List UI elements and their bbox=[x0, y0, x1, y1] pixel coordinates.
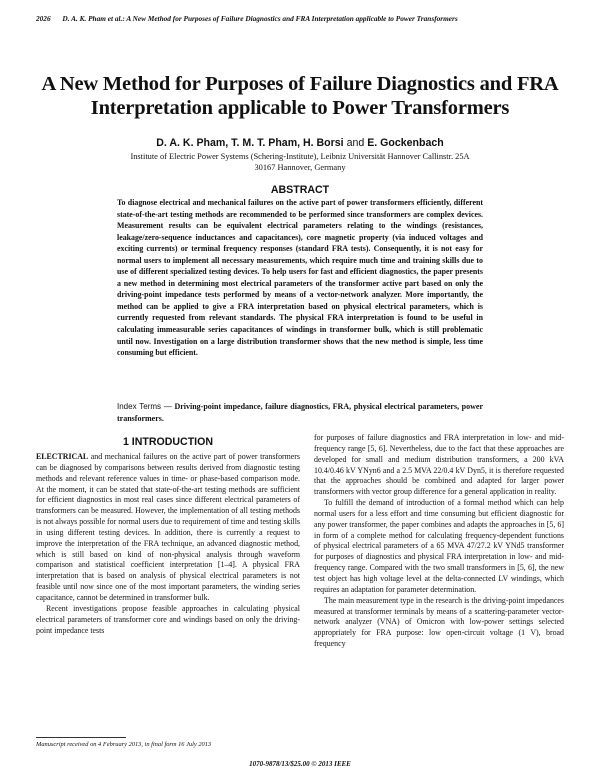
page-number: 2026 bbox=[36, 14, 51, 23]
authors-last: E. Gockenbach bbox=[367, 137, 444, 149]
paragraph-text: and mechanical failures on the active part of power transformers can be diagnosed by comparisons between results derived from diagnostic testing methods and relevant reference values in time- or phase-based comparison mode. At the moment, it can be stated that state-of-the-art testing methods are sufficient for efficient diagnostics in most real cases since different electrical parameters of transformers can be measured. However, the implementation of all testing methods is not always possible for normal users due to requirement of time and testing skills in using different testing devices. In addition, there is currently a request to improve the interpretation of the FRA technique, an advanced diagnostic method, which is still based on kind of non-physical analysis through waveform comparison and statistical coefficient interpretation [1–4]. A physical FRA interpretation that is based on analysis of physical electrical parameters is not feasible until now since one of the most important parameters, the winding series capacitance, cannot be determined in transformer bulk. bbox=[36, 452, 300, 602]
authors bbox=[20, 137, 580, 149]
footnote: Manuscript received on 4 February 2013, in final form 16 July 2013 bbox=[36, 741, 212, 748]
paragraph: Recent investigations propose feasible approaches in calculating physical electrical parameters of transformer core and windings based on only the driving-point impedance tests bbox=[36, 603, 300, 635]
running-title: D. A. K. Pham et al.: A New Method for Purposes of Failure Diagnostics and FRA Interpretation applicable to Power Transformers bbox=[62, 14, 458, 23]
abstract-text: To diagnose electrical and mechanical failures on the active part of power transformers efficiently, different state-of-the-art testing methods are recommended to be performed since transformers are complex devices. Measurement results can be equivalent electrical parameters relating to the windings (resistances, leakage/zero-sequence inductances and capacitances), core magnetic property (via induced voltages and exciting currents) or terminal frequency responses (standard FRA tests). Consequently, it is not easy for normal users to implement all necessary measurements, which require much time and training skills due to use of different specialized testing devices. To help users for fast and efficient diagnostics, the paper presents a new method in determining most electrical parameters of the transformer active part based on only the driving-point impedance tests performed by means of a vector-network analyzer. More importantly, the method can be applied to give a FRA interpretation based on physical electrical parameters, which is currently requested from relevant standards. The physical FRA interpretation is found to be useful in calculating immeasurable series capacitances of windings in transformer bulk, which is still problematic until now. Investigation on a large distribution transformer shows that the new method is simple, less time consuming but efficient. bbox=[117, 198, 483, 358]
right-column bbox=[314, 433, 564, 650]
authors-first: D. A. K. Pham, T. M. T. Pham, H. Borsi bbox=[156, 137, 344, 149]
index-terms-text: Driving-point impedance, failure diagnostics, FRA, physical electrical parameters, power transformers. bbox=[117, 402, 483, 423]
authors-conjunction: and bbox=[346, 137, 365, 149]
section-heading-introduction: 1 INTRODUCTION bbox=[122, 436, 214, 448]
affiliation-line-1: Institute of Electric Power Systems (Schering-Institute), Leibniz Universität Hannover Callinstr. 25A bbox=[130, 152, 470, 161]
left-column bbox=[36, 452, 300, 636]
affiliation-line-2: 30167 Hannover, Germany bbox=[254, 163, 346, 172]
index-terms bbox=[117, 401, 483, 424]
paragraph: The main measurement type in the research is the driving-point impedances measured at transformer terminals by means of a scattering-parameter vector-network analyzer (VNA) of Omicron with low-power settings selected appropriately for FRA purpose: low open-circuit voltage (1 V), broad frequency bbox=[314, 595, 564, 649]
paragraph bbox=[36, 452, 300, 604]
paragraph: for purposes of failure diagnostics and FRA interpretation in low- and mid-frequency range [5, 6]. Nevertheless, due to the fact that these approaches are developed for small and medium distribution transformers, a 200 kVA 10.4/0.46 kV YNyn6 and a 2.5 MVA 22/0.4 kV Dyn5, it is therefore requested that the approaches should be combined and adapted for larger power transformers with vector group difference for a general application in reality. bbox=[314, 433, 564, 497]
dropcap-word: ELECTRICAL bbox=[36, 452, 89, 461]
footnote-divider bbox=[36, 737, 126, 738]
paper-title: A New Method for Purposes of Failure Diagnostics and FRA Interpretation applicable to Power Transformers bbox=[41, 73, 559, 119]
running-header bbox=[36, 14, 576, 23]
copyright-footer: 1070-9878/13/$25.00 © 2013 IEEE bbox=[249, 760, 351, 768]
affiliation bbox=[60, 151, 540, 173]
abstract-heading: ABSTRACT bbox=[270, 184, 330, 196]
paragraph: To fulfill the demand of introduction of a formal method which can help normal users for a less effort and time consuming but efficient diagnostic for any power transformer, the paper combines and adapts the approaches in [5, 6] in form of a complete method for calculating frequency-dependent functions of physical electrical parameters of a 65 MVA 47/27.2 kV YNd5 transformer for purposes of diagnostics and physical FRA interpretation in low- and mid-frequency range. Compared with the two small transformers in [5, 6], the new test object has high voltage level at the delta-connected LV windings, which requires an adaptation for parameter determination. bbox=[314, 498, 564, 594]
index-terms-label: Index Terms — bbox=[117, 402, 172, 411]
